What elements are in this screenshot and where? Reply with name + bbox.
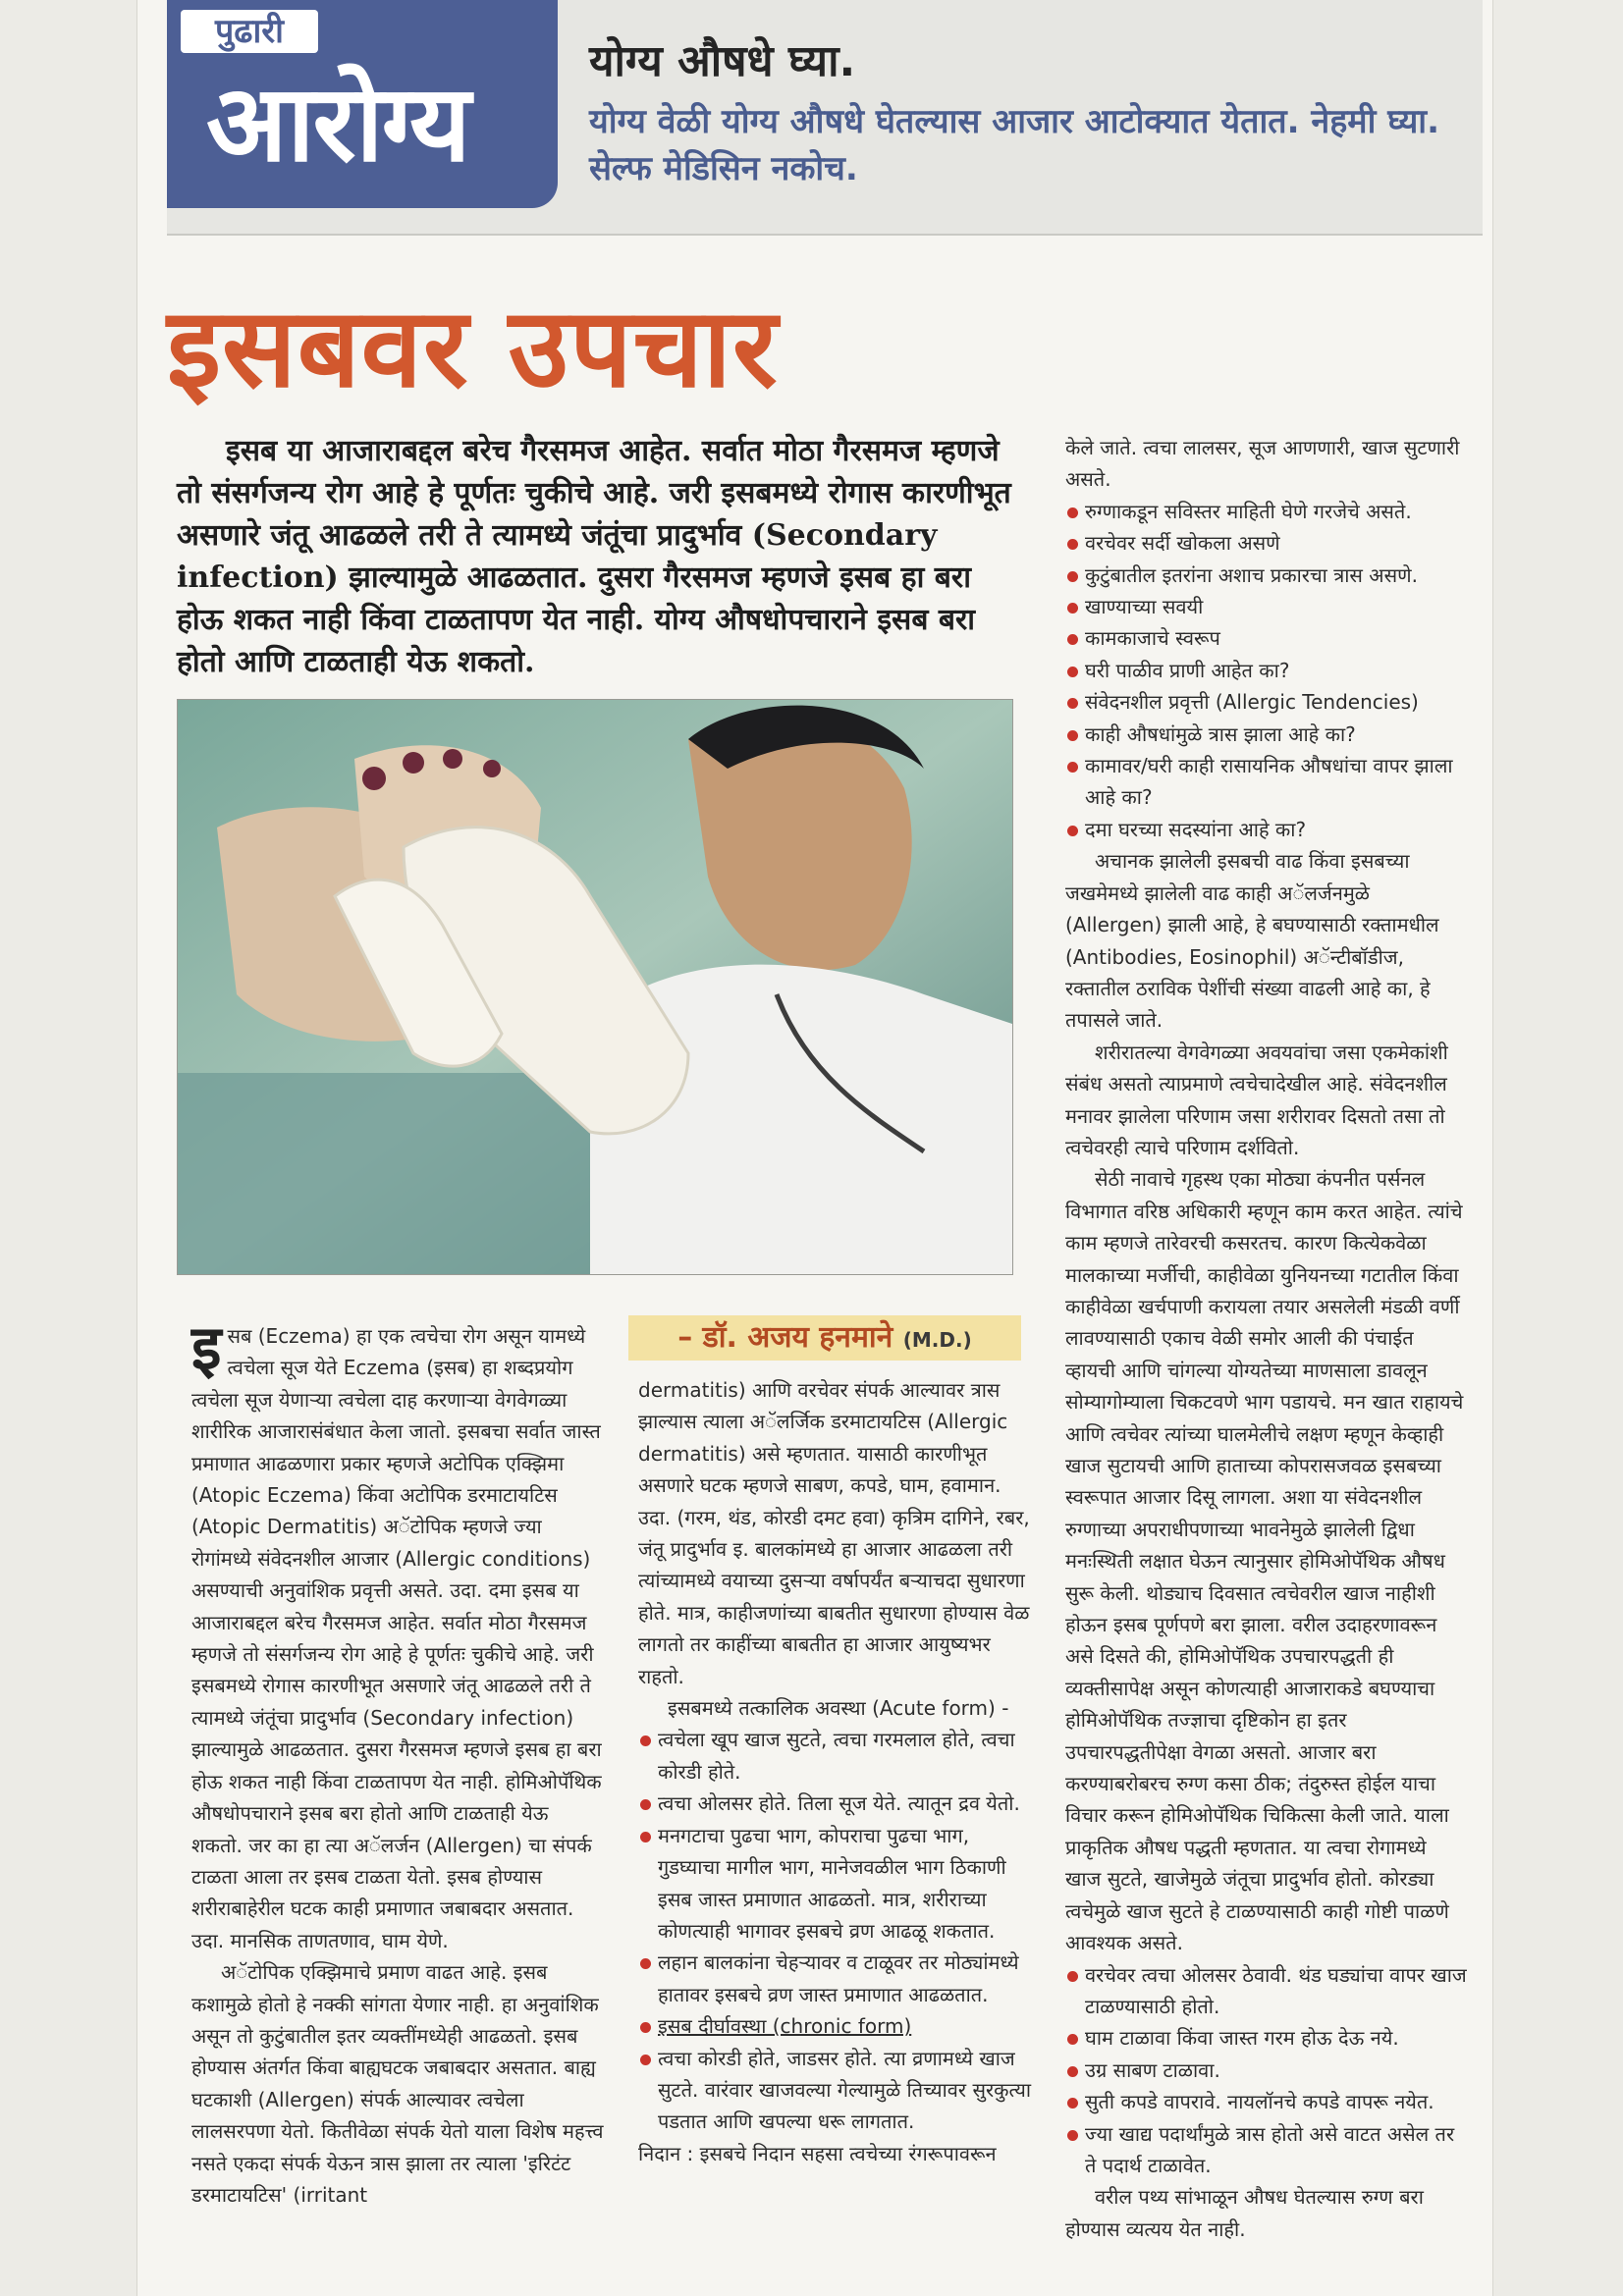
list-item: वरचेवर त्वचा ओलसर ठेवावी. थंड घड्यांचा वापर खाज टाळण्यासाठी होतो. xyxy=(1065,1959,1468,2023)
column-3 xyxy=(1065,432,1468,2245)
list-item: दमा घरच्या सदस्यांना आहे का? xyxy=(1065,814,1468,845)
brand-name: पुढारी xyxy=(181,10,318,53)
list-item: त्वचा ओलसर होते. तिला सूज येते. त्यातून द्रव येतो. xyxy=(638,1788,1036,1819)
list-item: त्वचेला खूप खाज सुटते, त्वचा गरमलाल होते, त्वचा कोरडी होते. xyxy=(638,1724,1036,1788)
paragraph: अचानक झालेली इसबची वाढ किंवा इसबच्या जखमेमध्ये झालेली वाढ काही अॅलर्जनमुळे (Allergen) झाली आहे, हे बघण्यासाठी रक्तामधील (Antibodies, Eosinophil) अॅन्टीबॉडीज, रक्तातील ठराविक पेशींची संख्या वाढली आहे का, हे तपासले जाते. xyxy=(1065,849,1439,1033)
toenail xyxy=(443,749,462,769)
list-item: रुग्णाकडून सविस्तर माहिती घेणे गरजेचे असते. xyxy=(1065,496,1468,527)
list-item: उग्र साबण टाळावा. xyxy=(1065,2055,1468,2086)
section-heading-chronic: इसब दीर्घावस्था (chronic form) xyxy=(638,2010,1036,2042)
doctor-photo-illustration xyxy=(178,700,1012,1274)
author-degree: (M.D.) xyxy=(902,1328,972,1352)
article-intro: इसब या आजाराबद्दल बरेच गैरसमज आहेत. सर्वात मोठा गैरसमज म्हणजे तो संसर्गजन्य रोग आहे हे पूर्णतः चुकीचे आहे. जरी इसबमध्ये रोगास कारणीभूत असणारे जंतू आढळले तरी ते त्यामध्ये जंतूंचा प्रादुर्भाव (Secondary infection) झाल्यामुळे आढळतात. दुसरा गैरसमज म्हणजे इसब हा बरा होऊ शकत नाही किंवा टाळतापण येत नाही. योग्य औषधोपचाराने इसब बरा होतो आणि टाळताही येऊ शकतो. xyxy=(177,434,1011,679)
paragraph-text: सब (Eczema) हा एक त्वचेचा रोग असून यामध्ये त्वचेला सूज येते Eczema (इसब) हा शब्दप्रयोग त्वचेला सूज येणाऱ्या त्वचेला दाह करणाऱ्या वेगवेगळ्या शारीरिक आजारासंबंधात केला जातो. इसबचा सर्वात जास्त प्रमाणात आढळणारा प्रकार म्हणजे अटोपिक एक्झिमा (Atopic Eczema) किंवा अटोपिक डरमाटायटिस (Atopic Dermatitis) अॅटोपिक म्हणजे ज्या रोगांमध्ये संवेदनशील आजार (Allergic conditions) असण्याची अनुवांशिक प्रवृत्ती असते. उदा. दमा इसब या आजाराबद्दल बरेच गैरसमज आहेत. सर्वात मोठा गैरसमज म्हणजे तो संसर्गजन्य रोग आहे हे पूर्णतः चुकीचे आहे. जरी इसबमध्ये रोगास कारणीभूत असणारे जंतू आढळले तरी ते त्यामध्ये जंतूंचा प्रादुर्भाव (Secondary infection) झाल्यामुळे आढळतात. दुसरा गैरसमज म्हणजे इसब हा बरा होऊ शकत नाही किंवा टाळतापण येत नाही. होमिओपॅथिक औषधोपचाराने इसब बरा होतो आणि टाळताही येऊ शकतो. जर का हा त्या अॅलर्जन (Allergen) चा संपर्क टाळता आला तर इसब टाळता येतो. इसब होण्यास शरीराबाहेरील घटक काही प्रमाणात जबाबदार असतात. उदा. मानसिक ताणतणाव, घाम येणे. xyxy=(191,1324,602,1952)
list-item: त्वचा कोरडी होते, जाडसर होते. त्या व्रणामध्ये खाज सुटते. वारंवार खाजवल्या गेल्यामुळे तिच्यावर सुरकुत्या पडतात आणि खपल्या धरू लागतात. xyxy=(638,2043,1036,2138)
list-item: संवेदनशील प्रवृत्ती (Allergic Tendencies) xyxy=(1065,686,1468,718)
toenail xyxy=(403,752,424,774)
list-item: लहान बालकांना चेहऱ्यावर व टाळूवर तर मोठ्यांमध्ये हातावर इसबचे व्रण जास्त प्रमाणात आढळतात. xyxy=(638,1947,1036,2010)
list-item: वरचेवर सर्दी खोकला असणे xyxy=(1065,527,1468,559)
article-photo xyxy=(177,699,1013,1275)
article-headline: इसबवर उपचार xyxy=(167,285,779,412)
paragraph: केले जाते. त्वचा लालसर, सूज आणणारी, खाज सुटणारी असते. xyxy=(1065,436,1460,492)
section-heading-acute: इसबमध्ये तत्कालिक अवस्था (Acute form) - xyxy=(668,1696,1009,1721)
section-title: आरोग्य xyxy=(206,63,469,186)
paragraph: अॅटोपिक एक्झिमाचे प्रमाण वाढत आहे. इसब कशामुळे होतो हे नक्की सांगता येणार नाही. हा अनुवांशिक असून तो कुटुंबातील इतर व्यक्तींमध्येही आढळतो. इसब होण्यास अंतर्गत किंवा बाह्यघटक जबाबदार असतात. बाह्य घटकाशी (Allergen) संपर्क आल्यावर त्वचेला लालसरपणा येतो. कितीवेळा संपर्क येतो याला विशेष महत्त्व नसते एकदा संपर्क येऊन त्रास झाला तर त्याला 'इरिटंट डरमाटायटिस' (irritant xyxy=(191,1960,604,2207)
masthead-subtitle: योग्य वेळी योग्य औषधे घेतल्यास आजार आटोक्यात येतात. नेहमी घ्या. सेल्फ मेडिसिन नकोच. xyxy=(589,102,1440,188)
list-item: ज्या खाद्य पदार्थांमुळे त्रास होतो असे वाटत असेल तर ते पदार्थ टाळावेत. xyxy=(1065,2118,1468,2182)
column-2 xyxy=(638,1374,1036,2169)
list-item: घाम टाळावा किंवा जास्त गरम होऊ देऊ नये. xyxy=(1065,2022,1468,2054)
paragraph: शरीरातल्या वेगवेगळ्या अवयवांचा जसा एकमेकांशी संबंध असतो त्याप्रमाणे त्वचेचादेखील आहे. संवेदनशील मनावर झालेला परिणाम जसा शरीरावर दिसतो तसा तो त्वचेवरही त्याचे परिणाम दर्शवितो. xyxy=(1065,1040,1448,1159)
list-item: खाण्याच्या सवयी xyxy=(1065,591,1468,622)
brand-block xyxy=(167,0,558,208)
list-item: घरी पाळीव प्राणी आहेत का? xyxy=(1065,655,1468,686)
paragraph xyxy=(191,1311,604,1956)
author-name: – डॉ. अजय हनमाने xyxy=(677,1320,893,1355)
masthead-title: योग्य औषधे घ्या. xyxy=(589,36,856,86)
toenail xyxy=(483,760,501,777)
masthead xyxy=(167,0,1483,236)
newspaper-page xyxy=(137,0,1492,2296)
list-item: सुती कपडे वापरावे. नायलॉनचे कपडे वापरू नयेत. xyxy=(1065,2086,1468,2117)
paragraph: वरील पथ्य सांभाळून औषध घेतल्यास रुग्ण बरा होण्यास व्यत्यय येत नाही. xyxy=(1065,2185,1424,2241)
author-byline xyxy=(628,1315,1021,1361)
list-item: काही औषधांमुळे त्रास झाला आहे का? xyxy=(1065,719,1468,750)
column-1 xyxy=(191,1311,604,2211)
paragraph: सेठी नावाचे गृहस्थ एका मोठ्या कंपनीत पर्सनल विभागात वरिष्ठ अधिकारी म्हणून काम करत आहेत. त्यांचे काम म्हणजे तारेवरची कसरतच. कारण कित्येकवेळा मालकाच्या मर्जीची, काहीवेळा युनियनच्या गटातील किंवा काहीवेळा खर्चपाणी करायला तयार असलेली मंडळी वर्णी लावण्यासाठी एकाच वेळी समोर आली की पंचाईत व्हायची आणि चांगल्या योग्यतेच्या माणसाला डावलून सोम्यागोम्याला चिकटवणे भाग पडायचे. मन खात राहायचे आणि त्वचेवर त्यांच्या घालमेलीचे लक्षण म्हणून केव्हाही खाज सुटायची आणि हाताच्या कोपरासजवळ इसबच्या स्वरूपात आजार दिसू लागला. अशा या संवेदनशील रुग्णाच्या अपराधीपणाच्या भावनेमुळे झालेली द्विधा मनःस्थिती लक्षात घेऊन त्यानुसार होमिओपॅथिक औषध सुरू केली. थोड्याच दिवसात त्वचेवरील खाज नाहीशी होऊन इसब पूर्णपणे बरा झाला. वरील उदाहरणावरून असे दिसते की, होमिओपॅथिक उपचारपद्धती ही व्यक्तीसापेक्ष असून कोणत्याही आजाराकडे बघण्याचा होमिओपॅथिक तज्ज्ञाचा दृष्टिकोन हा इतर उपचारपद्धतीपेक्षा वेगळा असतो. आजार बरा करण्याबरोबरच रुग्ण कसा ठीक; तंदुरुस्त होईल याचा विचार करून होमिओपॅथिक चिकित्सा केली जाते. याला प्राकृतिक औषध पद्धती म्हणतात. या त्वचा रोगामध्ये खाज सुटते, खाजेमुळे जंतूचा प्रादुर्भाव होतो. कोरड्या त्वचेमुळे खाज सुटते हे टाळण्यासाठी काही गोष्टी पाळणे आवश्यक असते. xyxy=(1065,1167,1464,1955)
list-item: कामकाजाचे स्वरूप xyxy=(1065,622,1468,654)
diagnosis-line: निदान : इसबचे निदान सहसा त्वचेच्या रंगरूपावरून xyxy=(638,2141,997,2165)
drop-cap: इ xyxy=(191,1311,222,1383)
list-item: मनगटाचा पुढचा भाग, कोपराचा पुढचा भाग, गुडघ्याचा मागील भाग, मानेजवळील भाग ठिकाणी इसब जास्त प्रमाणात आढळतो. मात्र, शरीराच्या कोणत्याही भागावर इसबचे व्रण आढळू शकतात. xyxy=(638,1820,1036,1948)
list-item: कामावर/घरी काही रासायनिक औषधांचा वापर झाला आहे का? xyxy=(1065,750,1468,814)
paragraph: dermatitis) आणि वरचेवर संपर्क आल्यावर त्रास झाल्यास त्याला अॅलर्जिक डरमाटायटिस (Allergic dermatitis) असे म्हणतात. यासाठी कारणीभूत असणारे घटक म्हणजे साबण, कपडे, घाम, हवामान. उदा. (गरम, थंड, कोरडी दमट हवा) कृत्रिम दागिने, रबर, जंतू प्रादुर्भाव इ. बालकांमध्ये हा आजार आढळला तरी त्यांच्यामध्ये वयाच्या दुसऱ्या वर्षापर्यंत बऱ्याचदा सुधारणा होते. मात्र, काहीजणांच्या बाबतीत सुधारणा होण्यास वेळ लागतो तर काहींच्या बाबतीत हा आजार आयुष्यभर राहतो. xyxy=(638,1378,1030,1688)
list-item: कुटुंबातील इतरांना अशाच प्रकारचा त्रास असणे. xyxy=(1065,560,1468,591)
toenail xyxy=(362,767,386,790)
